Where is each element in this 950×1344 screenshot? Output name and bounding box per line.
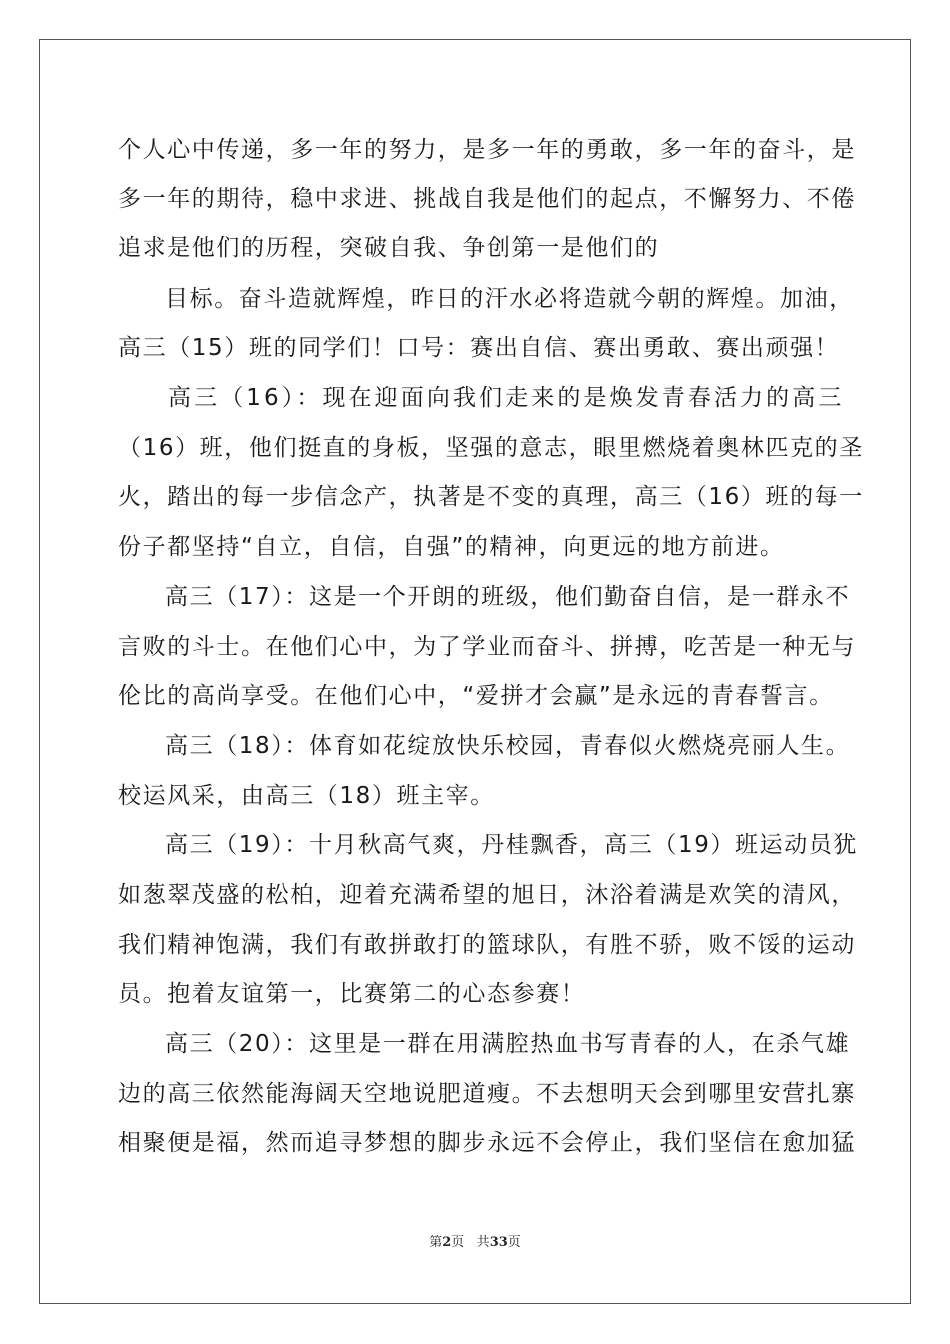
paragraph-start-line: 高三（19）：十月秋高气爽，丹桂飘香，高三（19）班运动员犹	[165, 832, 859, 858]
paragraph-start-line: 高三（16）：现在迎面向我们走来的是焕发青春活力的高三	[168, 385, 845, 411]
total-pages: 33	[489, 1235, 508, 1250]
text-line: 个人心中传递，多一年的努力，是多一年的勇敢，多一年的奋斗，是	[118, 137, 856, 163]
text-line: 校运风采，由高三（18）班主宰。	[118, 783, 495, 809]
paragraph-start-line: 高三（18）：体育如花绽放快乐校园，青春似火燃烧亮丽人生。	[165, 733, 851, 759]
text-line: 份子都坚持“自立，自信，自强”的精神，向更远的地方前进。	[118, 534, 785, 560]
paragraph-start-line: 高三（20）：这里是一群在用满腔热血书写青春的人，在杀气雄	[165, 1031, 851, 1057]
text-line: 伦比的高尚享受。在他们心中，“爱拼才会赢”是永远的青春誓言。	[118, 683, 834, 709]
text-line: 相聚便是福，然而追寻梦想的脚步永远不会停止，我们坚信在愈加猛	[118, 1130, 856, 1156]
paragraph-start-line: 目标。奋斗造就辉煌，昨日的汗水必将造就今朝的辉煌。加油，	[165, 286, 854, 312]
text-line: 边的高三依然能海阔天空地说肥道瘦。不去想明天会到哪里安营扎寨	[118, 1081, 856, 1107]
text-line: （16）班，他们挺直的身板，坚强的意志，眼里燃烧着奥林匹克的圣	[118, 435, 864, 461]
page-border	[39, 39, 911, 1304]
text-line: 员。抱着友谊第一，比赛第二的心态参赛！	[118, 981, 586, 1007]
text-line: 火，踏出的每一步信念产，执著是不变的真理，高三（16）班的每一	[118, 484, 864, 510]
text-line: 多一年的期待，稳中求进、挑战自我是他们的起点，不懈努力、不倦	[118, 186, 856, 212]
total-suffix: 页	[507, 1235, 521, 1250]
text-line: 高三（15）班的同学们！口号：赛出自信、赛出勇敢、赛出顽强！	[118, 335, 840, 361]
page-prefix: 第	[429, 1235, 443, 1250]
text-line: 言败的斗士。在他们心中，为了学业而奋斗、拼搏，吃苦是一种无与	[118, 634, 856, 660]
text-line: 追求是他们的历程，突破自我、争创第一是他们的	[118, 235, 660, 261]
page-number: 2	[442, 1235, 452, 1250]
page-suffix: 页	[451, 1235, 465, 1250]
text-line: 我们精神饱满，我们有敢拼敢打的篮球队，有胜不骄，败不馁的运动	[118, 932, 856, 958]
total-prefix: 共	[476, 1235, 490, 1250]
text-line: 如葱翠茂盛的松柏，迎着充满希望的旭日，沐浴着满是欢笑的清风，	[118, 882, 856, 908]
page-footer	[0, 1234, 950, 1252]
paragraph-start-line: 高三（17）：这是一个开朗的班级，他们勤奋自信，是一群永不	[165, 584, 851, 610]
